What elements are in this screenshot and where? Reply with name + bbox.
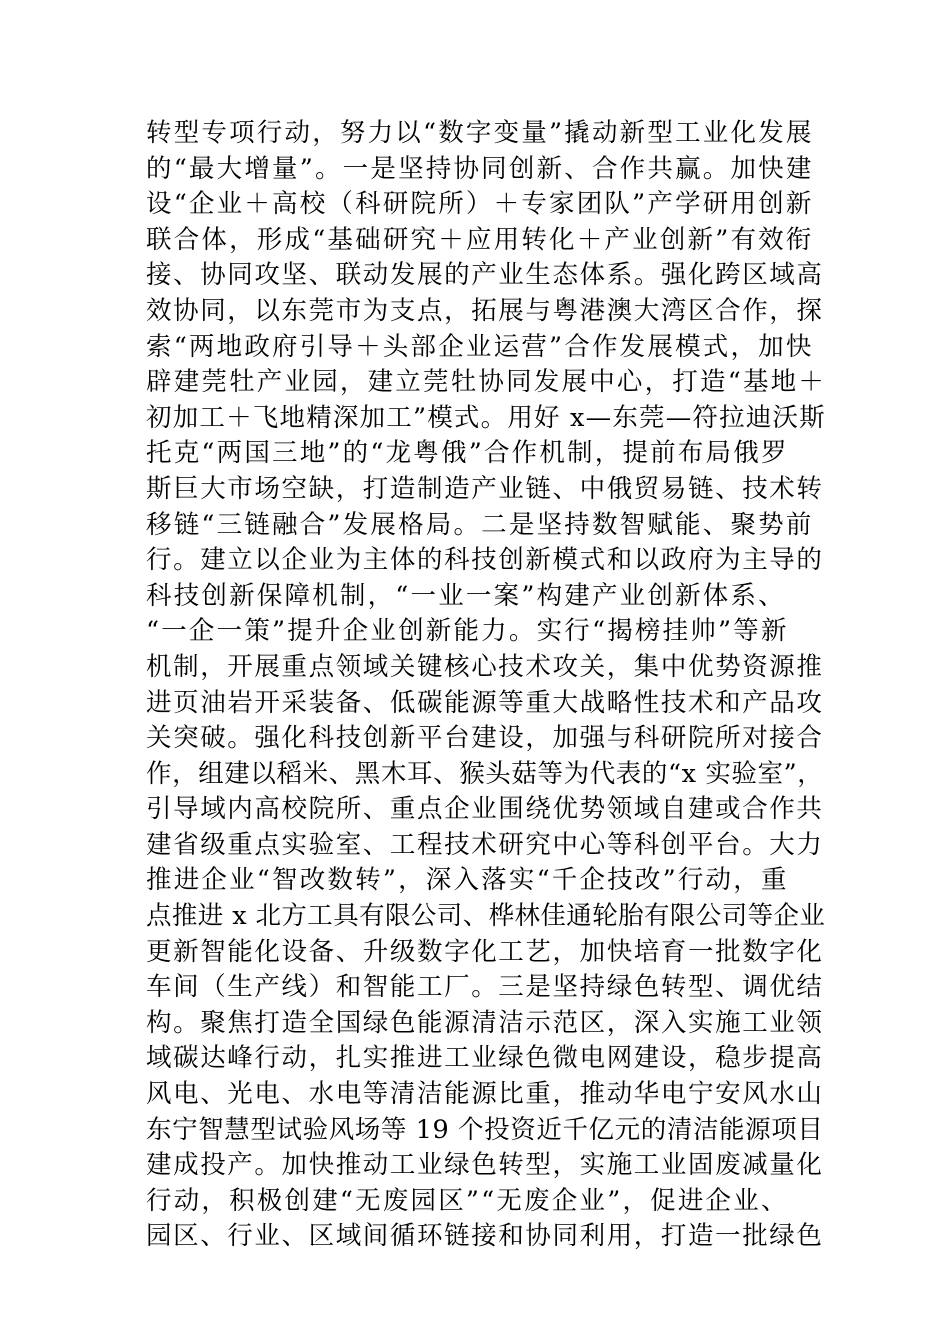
- text-line: 风电、光电、水电等清洁能源比重，推动华电宁安风水山: [146, 1079, 824, 1110]
- text-line: 关突破。强化科技创新平台建设，加强与科研院所对接合: [146, 723, 824, 754]
- text-line: 建省级重点实验室、工程技术研究中心等科创平台。大力: [146, 829, 824, 860]
- text-line: 东宁智慧型试验风场等 19 个投资近千亿元的清洁能源项目: [146, 1114, 824, 1145]
- text-line: 车间（生产线）和智能工厂。三是坚持绿色转型、调优结: [146, 972, 824, 1003]
- text-line: 更新智能化设备、升级数字化工艺，加快培育一批数字化: [146, 936, 824, 967]
- text-line: 作，组建以稻米、黑木耳、猴头菇等为代表的“x 实验室”，: [146, 758, 824, 789]
- text-line: 构。聚焦打造全国绿色能源清洁示范区，深入实施工业领: [146, 1007, 824, 1038]
- text-line: 机制，开展重点领域关键核心技术攻关，集中优势资源推: [146, 651, 824, 682]
- text-line: 推进企业“智改数转”，深入落实“千企技改”行动，重: [146, 865, 789, 896]
- text-line: 域碳达峰行动，扎实推进工业绿色微电网建设，稳步提高: [146, 1043, 824, 1074]
- text-line: 设“企业＋高校（科研院所）＋专家团队”产学研用创新: [146, 189, 814, 220]
- text-line: 行。建立以企业为主体的科技创新模式和以政府为主导的: [146, 545, 824, 576]
- text-line: 引导域内高校院所、重点企业围绕优势领域自建或合作共: [146, 794, 824, 825]
- text-line: 建成投产。加快推动工业绿色转型，实施工业固废减量化: [146, 1150, 824, 1181]
- text-line: 初加工＋飞地精深加工”模式。用好 x—东莞—符拉迪沃斯: [146, 402, 826, 433]
- text-line: 联合体，形成“基础研究＋应用转化＋产业创新”有效衔: [146, 224, 814, 255]
- text-line: 转型专项行动，努力以“数字变量”撬动新型工业化发展: [146, 118, 814, 148]
- text-line: 的“最大增量”。一是坚持协同创新、合作共赢。加快建: [146, 153, 814, 184]
- text-line: 辟建莞牡产业园，建立莞牡协同发展中心，打造“基地＋: [146, 367, 827, 398]
- text-line: 斯巨大市场空缺，打造制造产业链、中俄贸易链、技术转: [146, 473, 824, 504]
- text-line: 托克“两国三地”的“龙粤俄”合作机制，提前布局俄罗: [146, 438, 789, 469]
- text-line: 进页油岩开采装备、低碳能源等重大战略性技术和产品攻: [146, 687, 824, 718]
- text-line: 点推进 x 北方工具有限公司、桦林佳通轮胎有限公司等企业: [146, 901, 826, 932]
- text-line: 效协同，以东莞市为支点，拓展与粤港澳大湾区合作，探: [146, 295, 824, 326]
- text-line: “一企一策”提升企业创新能力。实行“揭榜挂帅”等新: [146, 616, 789, 647]
- text-line: 园区、行业、区域间循环链接和协同利用，打造一批绿色: [146, 1221, 824, 1252]
- text-line: 行动，积极创建“无废园区”“无废企业”，促进企业、: [146, 1185, 789, 1216]
- text-line: 索“两地政府引导＋头部企业运营”合作发展模式，加快: [146, 331, 814, 362]
- text-line: 移链“三链融合”发展格局。二是坚持数智赋能、聚势前: [146, 509, 814, 540]
- text-line: 科技创新保障机制，“一业一案”构建产业创新体系、: [146, 580, 786, 611]
- text-line: 接、协同攻坚、联动发展的产业生态体系。强化跨区域高: [146, 260, 824, 291]
- body-text: [146, 116, 826, 1255]
